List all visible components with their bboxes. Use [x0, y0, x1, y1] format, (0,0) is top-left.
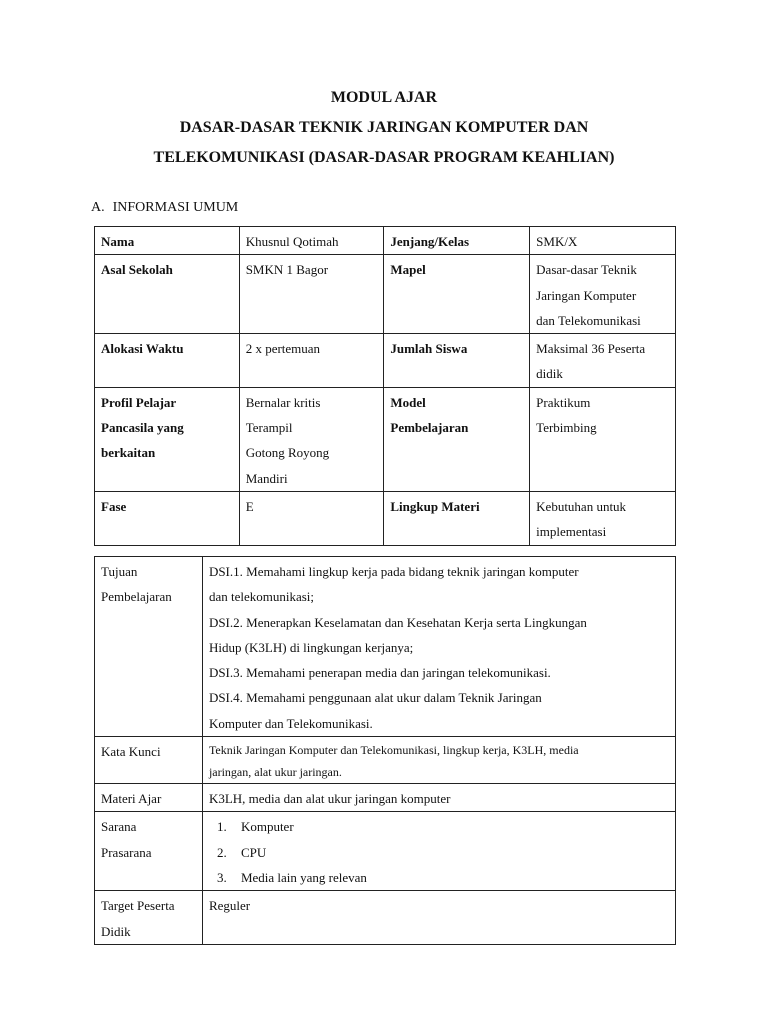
list-item — [209, 840, 669, 865]
table-cell — [202, 557, 675, 737]
cell-line: Komputer dan Telekomunikasi. — [208, 715, 373, 731]
cell-line: dan telekomunikasi; — [208, 589, 314, 605]
cell-line: Jaringan Komputer — [536, 287, 637, 303]
cell-line: Pembelajaran — [390, 420, 469, 436]
list-number: 2. — [216, 844, 227, 860]
cell-line: Gotong Royong — [245, 445, 330, 461]
table-cell: Reguler — [202, 891, 675, 945]
table-cell: Jenjang/Kelas — [384, 227, 530, 255]
list-text: CPU — [240, 844, 267, 860]
cell-line: Prasarana — [101, 844, 152, 860]
list-text: Media lain yang relevan — [240, 869, 367, 885]
table-cell: Materi Ajar — [95, 784, 203, 812]
table-cell — [95, 387, 240, 491]
document-subtitle-line1: DASAR-DASAR TEKNIK JARINGAN KOMPUTER DAN — [179, 119, 589, 136]
table-cell — [239, 387, 384, 491]
cell-line: Teknik Jaringan Komputer dan Telekomunikasi, lingkup kerja, K3LH, media — [208, 743, 579, 758]
table-cell: Fase — [95, 491, 240, 545]
list-number: 3. — [216, 869, 227, 885]
table-row — [95, 334, 676, 388]
table-cell: Asal Sekolah — [95, 255, 240, 334]
section-heading-informasi-umum — [91, 200, 238, 216]
table-row — [95, 387, 676, 491]
cell-line: Pembelajaran — [101, 589, 172, 605]
table-row — [95, 227, 676, 255]
table-cell — [202, 737, 675, 784]
table-cell — [530, 255, 676, 334]
cell-line: Terbimbing — [536, 420, 597, 436]
cell-line: Didik — [101, 923, 131, 939]
table-cell: Mapel — [384, 255, 530, 334]
cell-line: Praktikum — [536, 394, 591, 410]
table-cell: Jumlah Siswa — [384, 334, 530, 388]
table-cell — [384, 387, 530, 491]
table-row — [95, 891, 676, 945]
cell-line: Target Peserta — [101, 898, 175, 914]
section-title: INFORMASI UMUM — [112, 200, 239, 215]
list-item — [209, 814, 669, 839]
table-cell: Khusnul Qotimah — [239, 227, 384, 255]
cell-line: Model — [390, 394, 426, 410]
table-row — [95, 491, 676, 545]
cell-line: Sarana — [101, 819, 137, 835]
table-cell: Lingkup Materi — [384, 491, 530, 545]
table-cell: 2 x pertemuan — [239, 334, 384, 388]
list-number: 1. — [216, 819, 227, 835]
table-row — [95, 812, 676, 891]
table-row — [95, 737, 676, 784]
table-row — [95, 557, 676, 737]
cell-line: Maksimal 36 Peserta — [536, 341, 646, 357]
cell-line: DSI.1. Memahami lingkup kerja pada bidang teknik jaringan komputer — [208, 564, 579, 579]
table-cell — [202, 812, 675, 891]
document-title: MODUL AJAR — [330, 89, 438, 106]
document-subtitle-line2: TELEKOMUNIKASI (DASAR-DASAR PROGRAM KEAHLIAN) — [153, 149, 615, 166]
table-cell: K3LH, media dan alat ukur jaringan komputer — [202, 784, 675, 812]
table-cell: Alokasi Waktu — [95, 334, 240, 388]
cell-line: Pancasila yang — [101, 420, 184, 436]
cell-line: jaringan, alat ukur jaringan. — [208, 765, 342, 780]
table-cell — [95, 557, 203, 737]
table-cell — [95, 812, 203, 891]
cell-line: Hidup (K3LH) di lingkungan kerjanya; — [208, 639, 414, 655]
table-cell — [530, 334, 676, 388]
table-cell: Kata Kunci — [95, 737, 203, 784]
cell-line: Kebutuhan untuk — [536, 498, 627, 514]
section-letter: A. — [91, 200, 105, 215]
cell-line: Bernalar kritis — [245, 394, 321, 410]
table-cell — [95, 891, 203, 945]
list-text: Komputer — [240, 819, 294, 835]
list-item — [209, 865, 669, 890]
table-cell: SMK/X — [530, 227, 676, 255]
cell-line: Mandiri — [245, 470, 288, 486]
table-cell — [530, 491, 676, 545]
cell-line: dan Telekomunikasi — [536, 312, 641, 328]
table-cell: E — [239, 491, 384, 545]
sarana-list — [209, 814, 669, 890]
table-cell — [530, 387, 676, 491]
table-cell: Nama — [95, 227, 240, 255]
cell-line: Tujuan — [101, 564, 138, 579]
cell-line: implementasi — [536, 524, 607, 540]
cell-line: berkaitan — [101, 445, 156, 461]
cell-line: DSI.3. Memahami penerapan media dan jaringan telekomunikasi. — [208, 665, 551, 681]
cell-line: DSI.2. Menerapkan Keselamatan dan Kesehatan Kerja serta Lingkungan — [208, 614, 587, 630]
cell-line: Dasar-dasar Teknik — [536, 262, 637, 278]
table-row — [95, 255, 676, 334]
cell-line: didik — [536, 366, 563, 382]
detail-table — [94, 556, 676, 945]
cell-line: Profil Pelajar — [101, 394, 177, 410]
info-table — [94, 226, 676, 546]
cell-line: Terampil — [245, 420, 293, 436]
table-cell: SMKN 1 Bagor — [239, 255, 384, 334]
table-row — [95, 784, 676, 812]
cell-line: DSI.4. Memahami penggunaan alat ukur dalam Teknik Jaringan — [208, 690, 542, 706]
